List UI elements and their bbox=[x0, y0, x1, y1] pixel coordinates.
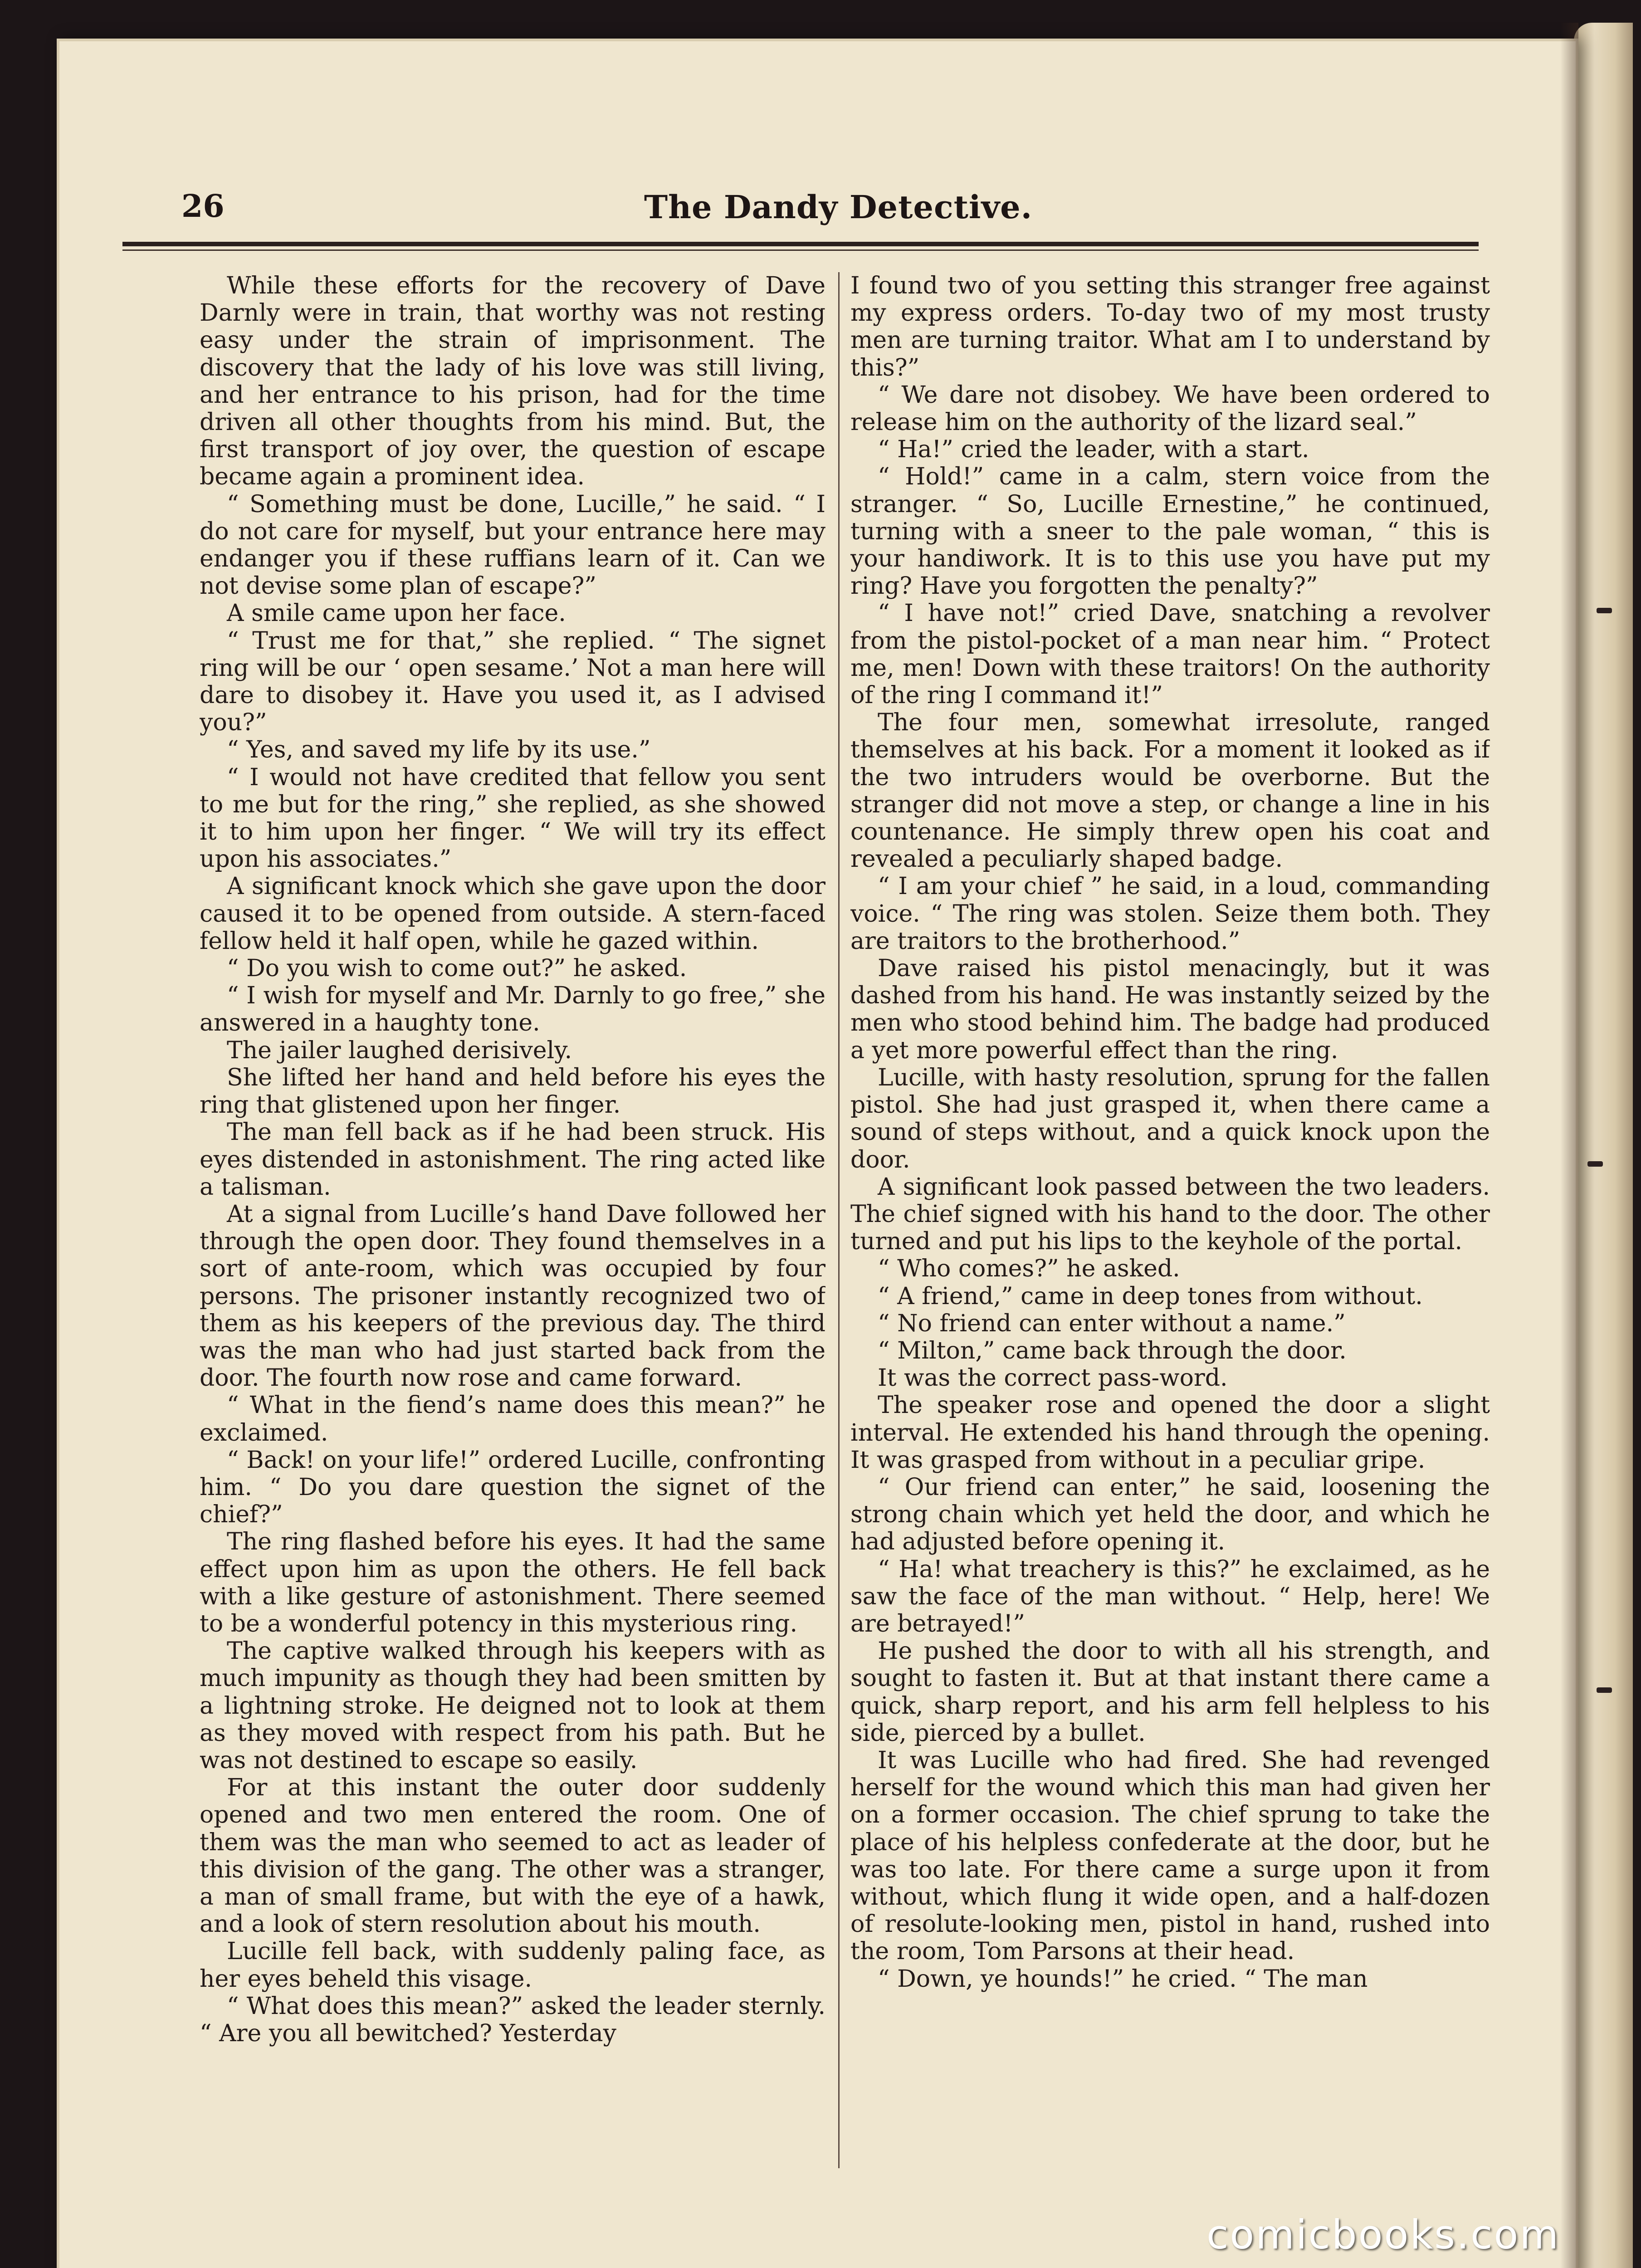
binding-edge bbox=[1574, 23, 1633, 2268]
page-gutter-shadow bbox=[1560, 23, 1578, 2268]
paragraph: The captive walked through his keepers with as much impunity as though they had been smitten by a lightning stroke. He deigned not to look at them as they moved with respect from his path. But he was not destined to escape so easily. bbox=[200, 1637, 825, 1774]
paragraph: “ Ha! what treachery is this?” he exclaimed, as he saw the face of the man without. “ Help, here! We are betrayed!” bbox=[850, 1555, 1490, 1637]
page-number: 26 bbox=[181, 188, 225, 225]
paragraph: A smile came upon her face. bbox=[227, 600, 566, 627]
paragraph: “ Milton,” came back through the door. bbox=[878, 1337, 1347, 1364]
text-column-left bbox=[200, 272, 825, 2191]
paragraph: “ We dare not disobey. We have been ordered to release him on the authority of the lizard seal.” bbox=[850, 381, 1490, 436]
paragraph: The jailer laughed derisively. bbox=[227, 1036, 572, 1064]
paragraph: “ I am your chief ” he said, in a loud, commanding voice. “ The ring was stolen. Seize them both. They are traitors to the brotherhood.” bbox=[850, 873, 1490, 955]
paragraph: “ I have not!” cried Dave, snatching a revolver from the pistol-pocket of a man near him. “ Protect me, men! Down with these traitors! On the authority of the ring I command it!” bbox=[850, 600, 1490, 709]
paragraph: It was the correct pass-word. bbox=[878, 1364, 1228, 1392]
paragraph: A significant knock which she gave upon the door caused it to be opened from outside. A stern-faced fellow held it half open, while he gazed within. bbox=[200, 873, 825, 955]
paragraph: A significant look passed between the two leaders. The chief signed with his hand to the door. The other turned and put his lips to the keyhole of the portal. bbox=[850, 1173, 1490, 1256]
paragraph: “ Hold!” came in a calm, stern voice from the stranger. “ So, Lucille Ernestine,” he continued, turning with a sneer to the pale woman, “ this is your handiwork. It is to this use you have put my ring? Have you forgotten the penalty?” bbox=[850, 463, 1490, 600]
paragraph: “ I wish for myself and Mr. Darnly to go free,” she answered in a haughty tone. bbox=[200, 982, 825, 1037]
paragraph: The four men, somewhat irresolute, ranged themselves at his back. For a moment it looked as if the two intruders would be overborne. But the stranger did not move a step, or change a line in his countenance. He simply threw open his coat and revealed a peculiarly shaped badge. bbox=[850, 709, 1490, 873]
paragraph: “ Our friend can enter,” he said, loosening the strong chain which yet held the door, and which he had adjusted before opening it. bbox=[850, 1473, 1490, 1556]
paragraph: Lucille, with hasty resolution, sprung for the fallen pistol. She had just grasped it, when there came a sound of steps without, and a quick knock upon the door. bbox=[850, 1064, 1490, 1173]
paragraph: The speaker rose and opened the door a slight interval. He extended his hand through the opening. It was grasped from without in a peculiar gripe. bbox=[850, 1392, 1490, 1474]
paragraph: “ Ha!” cried the leader, with a start. bbox=[878, 436, 1309, 464]
header-rule bbox=[122, 242, 1479, 246]
paragraph: “ No friend can enter without a name.” bbox=[878, 1310, 1346, 1337]
running-title: The Dandy Detective. bbox=[644, 188, 1033, 226]
paragraph: At a signal from Lucille’s hand Dave followed her through the open door. They found themselves in a sort of ante-room, which was occupied by four persons. The prisoner instantly recognized two of them as his keepers of the previous day. The third was the man who had just started back from the door. The fourth now rose and came forward. bbox=[200, 1200, 825, 1392]
paragraph: Lucille fell back, with suddenly paling face, as her eyes beheld this visage. bbox=[200, 1938, 825, 1993]
paragraph: “ What in the fiend’s name does this mean?” he exclaimed. bbox=[200, 1392, 825, 1447]
binding-mark bbox=[1597, 608, 1612, 613]
paragraph: “ Back! on your life!” ordered Lucille, confronting him. “ Do you dare question the signet of the chief?” bbox=[200, 1446, 825, 1529]
paragraph: “ Do you wish to come out?” he asked. bbox=[227, 955, 687, 982]
paragraph: She lifted her hand and held before his eyes the ring that glistened upon her finger. bbox=[200, 1064, 825, 1119]
header-rule-thin bbox=[122, 249, 1479, 251]
binding-mark bbox=[1597, 1687, 1612, 1693]
paragraph: The ring flashed before his eyes. It had the same effect upon him as upon the others. He fell back with a like gesture of astonishment. There seemed to be a wonderful potency in this mysterious ring. bbox=[200, 1528, 825, 1637]
paragraph: For at this instant the outer door suddenly opened and two men entered the room. One of them was the man who seemed to act as leader of this division of the gang. The other was a stranger, a man of small frame, but with the eye of a hawk, and a look of stern resolution about his mouth. bbox=[200, 1774, 825, 1938]
watermark: comicbooks.com bbox=[1206, 2211, 1560, 2258]
paragraph: “ Yes, and saved my life by its use.” bbox=[227, 736, 651, 764]
paragraph: “ I would not have credited that fellow you sent to me but for the ring,” she replied, as she showed it to him upon her finger. “ We will try its effect upon his associates.” bbox=[200, 763, 825, 873]
page-header bbox=[122, 188, 1479, 247]
paragraph: The man fell back as if he had been struck. His eyes distended in astonishment. The ring acted like a talisman. bbox=[200, 1119, 825, 1201]
paragraph: “ What does this mean?” asked the leader sternly. “ Are you all bewitched? Yesterday bbox=[200, 1992, 825, 2047]
paragraph: He pushed the door to with all his strength, and sought to fasten it. But at that instant there came a quick, sharp report, and his arm fell helpless to his side, pierced by a bullet. bbox=[850, 1637, 1490, 1747]
paragraph: “ Who comes?” he asked. bbox=[878, 1255, 1180, 1283]
paragraph: “ A friend,” came in deep tones from without. bbox=[878, 1282, 1423, 1310]
paragraph: It was Lucille who had fired. She had revenged herself for the wound which this man had given her on a former occasion. The chief sprung to take the place of his helpless confederate at the door, but he was too late. For there came a surge upon it from without, which flung it wide open, and a half-dozen of resolute-looking men, pistol in hand, rushed into the room, Tom Parsons at their head. bbox=[850, 1746, 1490, 1965]
column-divider bbox=[838, 272, 840, 2168]
paragraph: Dave raised his pistol menacingly, but it was dashed from his hand. He was instantly seized by the men who stood behind him. The badge had produced a yet more powerful effect than the ring. bbox=[850, 955, 1490, 1064]
paragraph: While these efforts for the recovery of Dave Darnly were in train, that worthy was not resting easy under the strain of imprisonment. The discovery that the lady of his love was still living, and her entrance to his prison, had for the time driven all other thoughts from his mind. But, the first transport of joy over, the question of escape became again a prominent idea. bbox=[200, 272, 825, 491]
text-column-right bbox=[850, 272, 1490, 2191]
paragraph: “ Trust me for that,” she replied. “ The signet ring will be our ‘ open sesame.’ Not a man here will dare to disobey it. Have you used it, as I advised you?” bbox=[200, 627, 825, 737]
paragraph: “ Down, ye hounds!” he cried. “ The man bbox=[878, 1965, 1368, 1993]
binding-mark bbox=[1587, 1161, 1603, 1167]
paragraph: “ Something must be done, Lucille,” he said. “ I do not care for myself, but your entrance here may endanger you if these ruffians learn of it. Can we not devise some plan of escape?” bbox=[200, 490, 825, 600]
paragraph: I found two of you setting this stranger free against my express orders. To-day two of my most trusty men are turning traitor. What am I to understand by this?” bbox=[850, 272, 1490, 381]
